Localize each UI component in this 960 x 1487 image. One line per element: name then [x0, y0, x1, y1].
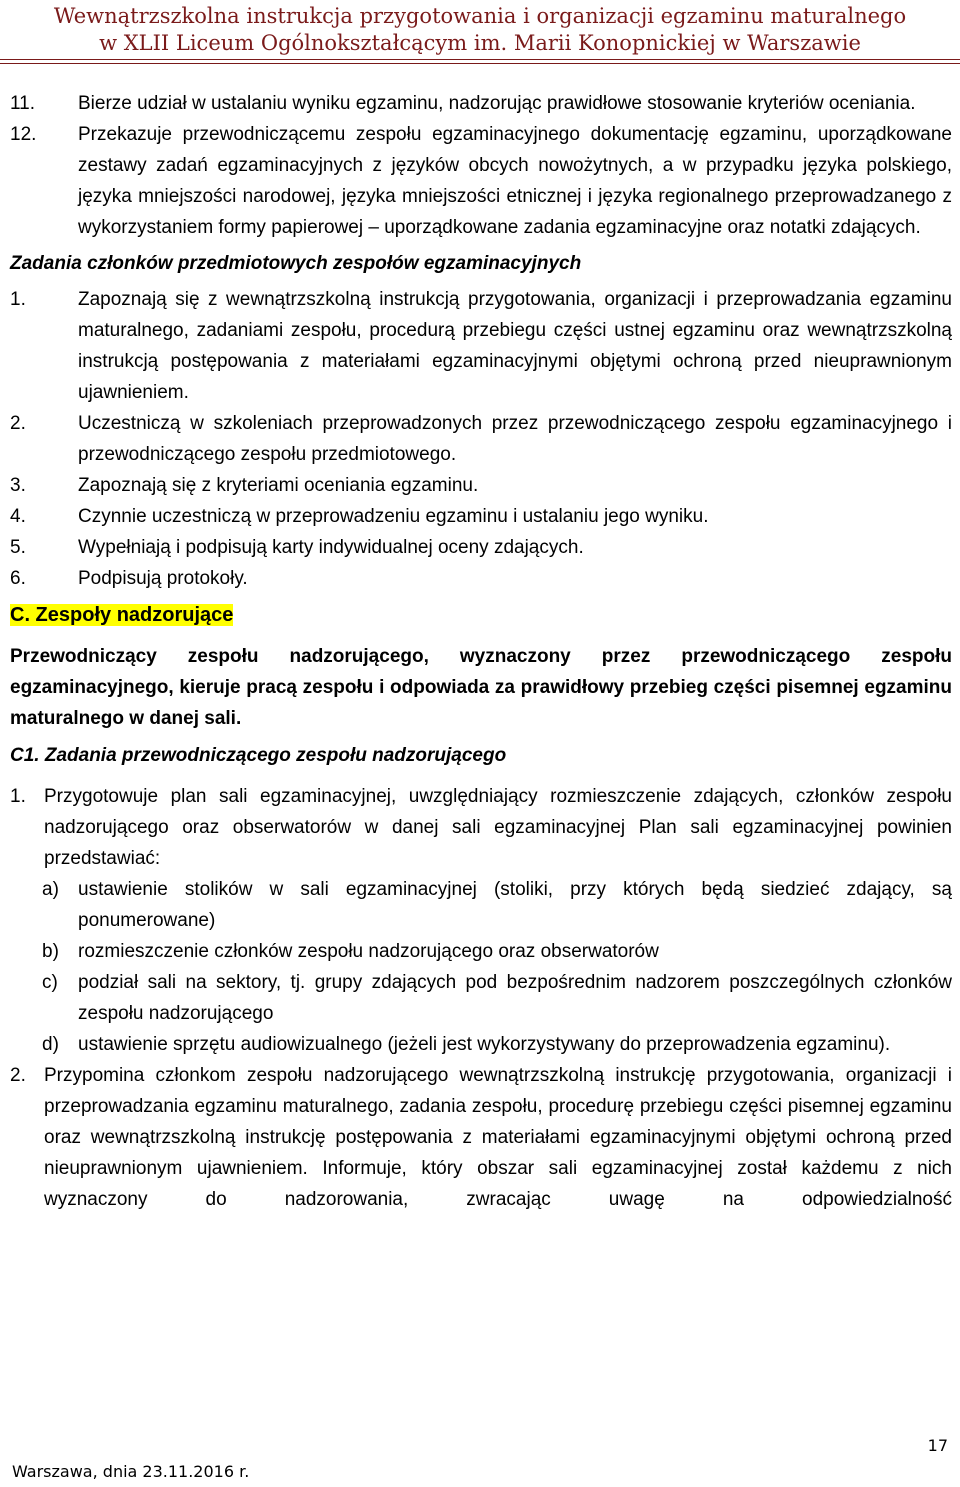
list-number: 1. — [10, 786, 26, 807]
list-text: rozmieszczenie członków zespołu nadzorującego oraz obserwatorów — [78, 941, 659, 962]
list-letter: b) — [42, 941, 59, 962]
c1-item-1 — [10, 781, 952, 874]
list-text: Przekazuje przewodniczącemu zespołu egzaminacyjnego dokumentację egzaminu, uporządkowane zestawy zadań egzaminacyjnych z języków obcych nowożytnych, a w przypadku języka polskiego, języka mniejszości narodowej, języka mniejszości etnicznej i języka regionalnego przeprowadzanego z wykorzystaniem formy papierowej – uporządkowane zadania egzaminacyjne oraz notatki zdających. — [78, 124, 952, 238]
list-item-12 — [10, 119, 952, 243]
list-number: 2. — [10, 413, 26, 434]
members-item-2 — [10, 408, 952, 470]
list-text: Czynnie uczestniczą w przeprowadzeniu egzaminu i ustalaniu jego wyniku. — [78, 506, 709, 527]
members-item-3 — [10, 470, 952, 501]
list-text: ustawienie stolików w sali egzaminacyjnej (stoliki, przy których będą siedzieć zdający, są ponumerowane) — [78, 879, 952, 931]
c1-subitem-d — [42, 1029, 952, 1060]
members-item-5 — [10, 532, 952, 563]
members-subheading: Zadania członków przedmiotowych zespołów egzaminacyjnych — [10, 253, 582, 274]
section-c-heading — [10, 600, 952, 631]
list-text: Podpisują protokoły. — [78, 568, 248, 589]
supervisor-paragraph: Przewodniczący zespołu nadzorującego, wyznaczony przez przewodniczącego zespołu egzaminacyjnego, kieruje pracą zespołu i odpowiada za prawidłowy przebieg części pisemnej egzaminu maturalnego w danej sali. — [10, 646, 952, 729]
list-text: Zapoznają się z kryteriami oceniania egzaminu. — [78, 475, 479, 496]
list-text: Bierze udział w ustalaniu wyniku egzaminu, nadzorując prawidłowe stosowanie kryteriów oceniania. — [78, 93, 916, 114]
list-number: 11. — [10, 93, 36, 114]
list-number: 6. — [10, 568, 26, 589]
list-number: 1. — [10, 289, 26, 310]
list-number: 2. — [10, 1065, 26, 1086]
section-c-title: C. Zespoły nadzorujące — [10, 604, 234, 626]
list-text: Zapoznają się z wewnątrzszkolną instrukcją przygotowania, organizacji i przeprowadzania egzaminu maturalnego, zadaniami zespołu, procedurą przebiegu części ustnej egzaminu oraz wewnątrzszkolną instrukcją postępowania z materiałami egzaminacyjnymi objętymi ochroną przed nieuprawnionym ujawnieniem. — [78, 289, 952, 403]
document-body — [10, 88, 952, 1215]
header-rule-bottom — [0, 63, 960, 64]
list-item-11 — [10, 88, 952, 119]
list-text: podział sali na sektory, tj. grupy zdających pod bezpośrednim nadzorem poszczególnych członków zespołu nadzorującego — [78, 972, 952, 1024]
members-item-6 — [10, 563, 952, 594]
members-item-4 — [10, 501, 952, 532]
c1-subitem-c — [42, 967, 952, 1029]
members-item-1 — [10, 284, 952, 408]
list-number: 5. — [10, 537, 26, 558]
c1-subitem-b — [42, 936, 952, 967]
list-letter: a) — [42, 879, 59, 900]
c1-subitem-a — [42, 874, 952, 936]
page-number: 17 — [927, 1436, 948, 1455]
c1-heading: C1. Zadania przewodniczącego zespołu nadzorującego — [10, 745, 507, 766]
list-text: Uczestniczą w szkoleniach przeprowadzonych przez przewodniczącego zespołu egzaminacyjnego i przewodniczącego zespołu przedmiotowego. — [78, 413, 952, 465]
header-rule-top — [0, 59, 960, 60]
list-text: Wypełniają i podpisują karty indywidualnej oceny zdających. — [78, 537, 584, 558]
list-letter: c) — [42, 972, 58, 993]
list-letter: d) — [42, 1034, 59, 1055]
list-number: 3. — [10, 475, 26, 496]
c1-item-2 — [10, 1060, 952, 1215]
header-line-2: w XLII Liceum Ogólnokształcącym im. Marii Konopnickiej w Warszawie — [99, 31, 861, 55]
list-text: ustawienie sprzętu audiowizualnego (jeżeli jest wykorzystywany do przeprowadzenia egzaminu). — [78, 1034, 891, 1055]
list-number: 4. — [10, 506, 26, 527]
document-header — [0, 0, 960, 57]
list-number: 12. — [10, 124, 37, 145]
list-text: Przypomina członkom zespołu nadzorującego wewnątrzszkolną instrukcję przygotowania, organizacji i przeprowadzania egzaminu maturalnego, zadania zespołu, procedurę przebiegu części pisemnej egzaminu oraz wewnątrzszkolną instrukcję postępowania z materiałami egzaminacyjnymi objętymi ochroną przed nieuprawnionym ujawnieniem. Informuje, który obszar sali egzaminacyjnej został każdemu z nich wyznaczony do nadzorowania, zwracając uwagę na odpowiedzialność — [44, 1065, 952, 1210]
list-text: Przygotowuje plan sali egzaminacyjnej, uwzględniający rozmieszczenie zdających, członków zespołu nadzorującego oraz obserwatorów w danej sali egzaminacyjnej Plan sali egzaminacyjnej powinien przedstawiać: — [44, 786, 952, 869]
header-line-1: Wewnątrzszkolna instrukcja przygotowania i organizacji egzaminu maturalnego — [53, 4, 907, 28]
footer-date: Warszawa, dnia 23.11.2016 r. — [12, 1462, 250, 1481]
